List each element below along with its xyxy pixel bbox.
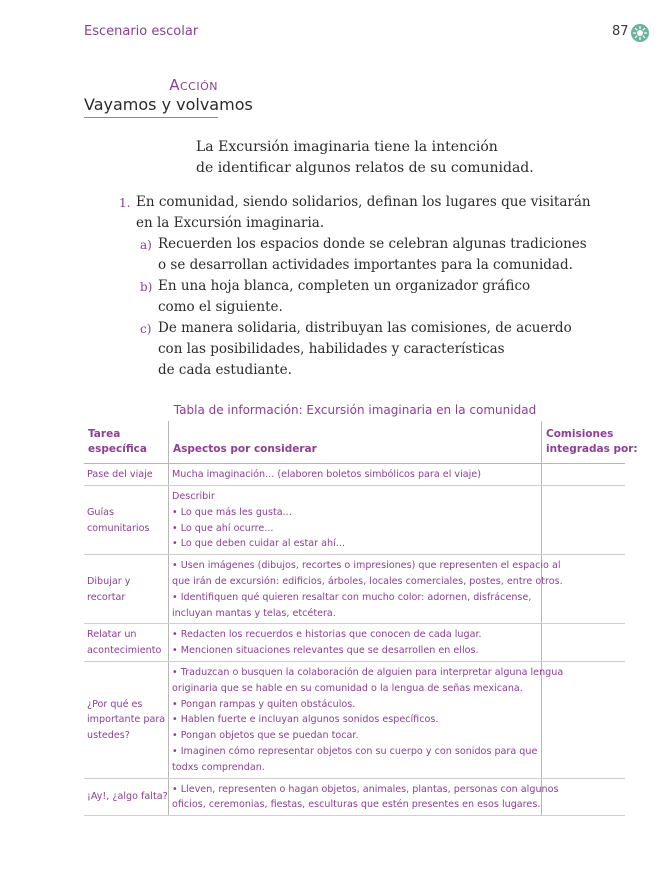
aspects-cell bbox=[169, 486, 542, 555]
cell-line: ustedes? bbox=[87, 730, 130, 742]
step-text bbox=[136, 192, 591, 234]
task-cell bbox=[84, 464, 169, 486]
task-cell bbox=[84, 624, 169, 662]
table-row bbox=[84, 555, 625, 624]
subitem-line: como el siguiente. bbox=[158, 298, 283, 315]
subitem-line: En una hoja blanca, completen un organizador gráfico bbox=[158, 278, 531, 294]
cell-line: Guías bbox=[87, 506, 115, 518]
header-line: Aspectos por considerar bbox=[173, 443, 317, 455]
intro-line: de identificar algunos relatos de su comunidad. bbox=[196, 160, 534, 176]
commissions-cell[interactable] bbox=[542, 661, 626, 778]
cell-line: • Redacten los recuerdos e historias que conocen de cada lugar. bbox=[172, 629, 482, 641]
header-title: Escenario escolar bbox=[84, 24, 199, 39]
cell-line: • Mencionen situaciones relevantes que se desarrollen en ellos. bbox=[172, 645, 479, 657]
subitem-text bbox=[158, 318, 572, 380]
step-number: 1. bbox=[119, 196, 131, 210]
cell-line: Mucha imaginación... (elaboren boletos simbólicos para el viaje) bbox=[172, 469, 481, 481]
cell-line: • Pongan rampas y quiten obstáculos. bbox=[172, 698, 356, 710]
subitem-letter: b) bbox=[140, 280, 153, 294]
subitem-line: Recuerden los espacios donde se celebran algunas tradiciones bbox=[158, 236, 587, 252]
aspects-cell bbox=[169, 464, 542, 486]
cell-line: • Lo que más les gusta... bbox=[172, 506, 292, 518]
cell-line: que irán de excursión: edificios, árboles, locales comerciales, postes, entre otros. bbox=[172, 575, 563, 587]
cell-line: • Traduzcan o busquen la colaboración de alguien para interpretar alguna lengua bbox=[172, 666, 564, 678]
cell-line: • Usen imágenes (dibujos, recortes o impresiones) que representen el espacio al bbox=[172, 560, 561, 572]
subitem-line: de cada estudiante. bbox=[158, 361, 292, 378]
subitem-text bbox=[158, 276, 530, 318]
commissions-cell[interactable] bbox=[542, 624, 626, 662]
task-cell bbox=[84, 778, 169, 816]
header-line: Tarea bbox=[88, 428, 121, 440]
table-row bbox=[84, 778, 625, 816]
cell-line: • Lo que ahí ocurre... bbox=[172, 522, 274, 534]
header-line: Comisiones bbox=[546, 428, 614, 440]
subitem-letter: a) bbox=[140, 238, 152, 252]
table-caption: Tabla de información: Excursión imaginaria en la comunidad bbox=[173, 403, 537, 417]
intro-line: La Excursión imaginaria tiene la intención bbox=[196, 139, 498, 155]
cell-line: • Lo que deben cuidar al estar ahí... bbox=[172, 538, 345, 550]
subitem-letter: c) bbox=[140, 322, 152, 336]
cell-line: comunitarios bbox=[87, 522, 150, 534]
sun-badge-icon bbox=[631, 24, 649, 42]
aspects-cell bbox=[169, 661, 564, 778]
info-table bbox=[84, 421, 638, 816]
table-header-row bbox=[84, 421, 625, 464]
cell-line: • Lleven, representen o hagan objetos, animales, plantas, personas con algunos bbox=[172, 783, 559, 795]
cell-line: Describir bbox=[172, 491, 215, 502]
cell-line: oficios, ceremonias, fiestas, esculturas que estén presentes en esos lugares. bbox=[172, 799, 541, 811]
subitem-line: De manera solidaria, distribuyan las comisiones, de acuerdo bbox=[158, 320, 572, 336]
cell-line: ¿Por qué es bbox=[87, 698, 143, 710]
cell-line: originaria que se hable en su comunidad o la lengua de señas mexicana. bbox=[172, 682, 523, 694]
header-aspects bbox=[169, 421, 542, 464]
cell-line: Pase del viaje bbox=[87, 469, 153, 481]
cell-line: ¡Ay!, ¿algo falta? bbox=[87, 791, 168, 803]
cell-line: acontecimiento bbox=[87, 645, 162, 657]
cell-line: incluyan mantas y telas, etcétera. bbox=[172, 607, 336, 619]
page-number: 87 bbox=[612, 24, 629, 39]
header-commissions bbox=[542, 421, 638, 464]
cell-line: • Identifiquen qué quieren resaltar con mucho color: adornen, disfrácense, bbox=[172, 591, 532, 603]
cell-line: • Imaginen cómo representar objetos con su cuerpo y con sonidos para que bbox=[172, 745, 538, 757]
cell-line: Dibujar y bbox=[87, 575, 131, 587]
cell-line: Relatar un bbox=[87, 629, 137, 641]
aspects-cell bbox=[169, 778, 559, 816]
header-line: específica bbox=[88, 443, 147, 455]
cell-line: todxs comprendan. bbox=[172, 761, 265, 773]
step-line: en la Excursión imaginaria. bbox=[136, 214, 325, 231]
header-task bbox=[84, 421, 169, 464]
title-rule bbox=[84, 117, 218, 118]
subitem-line: con las posibilidades, habilidades y características bbox=[158, 340, 505, 357]
cell-line: • Hablen fuerte e incluyan algunos sonidos específicos. bbox=[172, 714, 439, 726]
cell-line: recortar bbox=[87, 591, 126, 603]
task-cell bbox=[84, 555, 169, 624]
cell-line: importante para bbox=[87, 714, 166, 726]
commissions-cell[interactable] bbox=[542, 486, 626, 555]
task-cell bbox=[84, 661, 169, 778]
cell-line: • Pongan objetos que se puedan tocar. bbox=[172, 730, 359, 742]
header-line: integradas por: bbox=[546, 443, 638, 455]
table-row bbox=[84, 624, 625, 662]
table-row bbox=[84, 486, 625, 555]
aspects-cell bbox=[169, 624, 542, 662]
task-cell bbox=[84, 486, 169, 555]
section-label: Acción bbox=[169, 76, 218, 94]
subitem-text bbox=[158, 234, 587, 276]
table-row bbox=[84, 661, 625, 778]
step-line: En comunidad, siendo solidarios, definan los lugares que visitarán bbox=[136, 194, 591, 210]
aspects-cell bbox=[169, 555, 563, 624]
intro-text bbox=[196, 137, 534, 179]
commissions-cell[interactable] bbox=[542, 464, 626, 486]
subitem-line: o se desarrollan actividades importantes para la comunidad. bbox=[158, 256, 573, 273]
table-row bbox=[84, 464, 625, 486]
section-title: Vayamos y volvamos bbox=[84, 95, 253, 114]
